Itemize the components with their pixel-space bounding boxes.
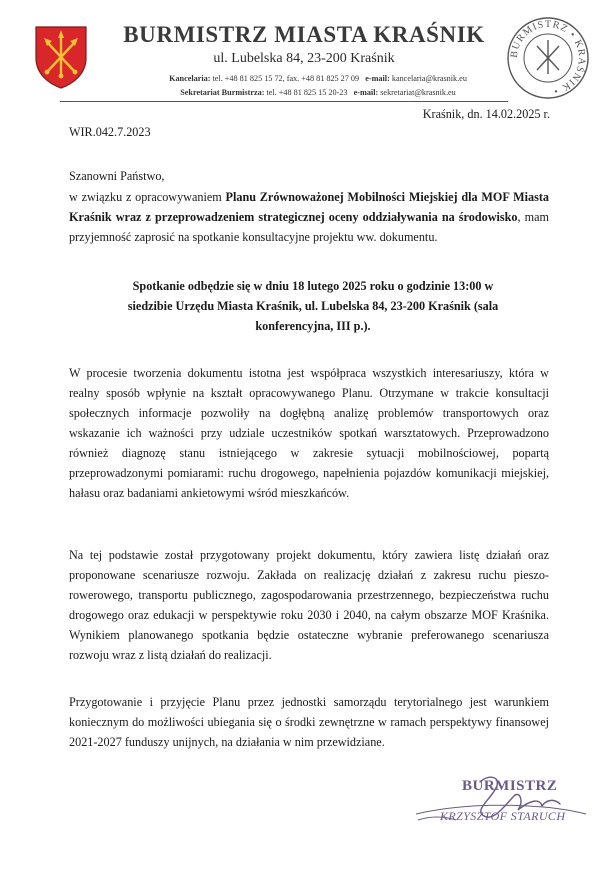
letterhead-address: ul. Lubelska 84, 23-200 Kraśnik xyxy=(213,51,395,66)
signature-name: KRZYSZTOF STARUCH xyxy=(440,809,566,823)
letterhead-title: BURMISTRZ MIASTA KRAŚNIK xyxy=(123,22,485,47)
contact-line-sekretariat xyxy=(118,88,518,97)
greeting: Szanowni Państwo, xyxy=(69,169,165,183)
intro-suffix: , mam przyjemność zaprosić na spotkanie konsultacyjne projektu ww. dokumentu. xyxy=(69,210,550,244)
paragraph-eu-funding: Przygotowanie i przyjęcie Planu przez jednostki samorządu terytorialnego jest warunkiem koniecznym do możliwości ubiegania się o środki zewnętrzne w ramach perspektywy finansowej 2021-2027 funduszy unijnych, na działania w nim przewidziane. xyxy=(69,695,549,749)
contact-label: Sekretariat Burmistrza: xyxy=(180,88,265,97)
intro-paragraph xyxy=(69,187,549,247)
meeting-announcement: Spotkanie odbędzie się w dniu 18 lutego 2025 roku o godzinie 13:00 w siedzibie Urzędu Miasta Kraśnik, ul. Lubelska 84, 23-200 Kraśnik (sala konferencyjna, III p.). xyxy=(127,279,499,333)
paragraph-collaboration: W procesie tworzenia dokumentu istotna jest współpraca wszystkich interesariuszy, która w realny sposób wpłynie na kształt opracowywanego Planu. Otrzymane w trakcie konsultacji społecznych informacje pozwoliły na dogłębną analizę problemów transportowych oraz wskazanie ich ważności przy udziale uczestników spotkań warsztatowych. Przeprowadzono również diagnozę stanu istniejącego w zakresie sytuacji mobilnościowej, popartą przeprowadzonymi pomiarami: ruchu drogowego, napełnienia pojazdów komunikacji miejskiej, hałasu oraz badaniami ankietowymi wśród mieszkańców. xyxy=(69,366,549,500)
plan-title: Planu Zrównoważonej Mobilności Miejskiej dla MOF Miasta Kraśnik wraz z przeprowadzeniem strategicznej oceny oddziaływania na środowisko xyxy=(69,190,549,224)
reference-number: WIR.042.7.2023 xyxy=(69,125,151,139)
coat-of-arms-icon xyxy=(33,24,89,90)
official-seal-icon xyxy=(506,16,590,100)
contact-phones: tel. +48 81 825 15 72, fax. +48 81 825 27 09 xyxy=(212,74,360,83)
header-divider xyxy=(60,101,508,102)
contact-line-kancelaria xyxy=(118,74,518,83)
place-and-date: Kraśnik, dn. 14.02.2025 r. xyxy=(422,107,550,121)
contact-phones: tel. +48 81 825 15 20-23 xyxy=(266,88,348,97)
contact-email: kancelaria@krasnik.eu xyxy=(391,74,467,83)
intro-prefix: w związku z opracowywaniem xyxy=(69,190,226,204)
email-label: e-mail: xyxy=(353,88,379,97)
handwritten-signature xyxy=(410,770,590,840)
contact-email: sekretariat@krasnik.eu xyxy=(380,88,456,97)
seal-text: BURMISTRZ • KRAŚNIK • xyxy=(508,18,588,97)
paragraph-draft-document: Na tej podstawie został przygotowany projekt dokumentu, który zawiera listę działań oraz proponowane scenariusze rozwoju. Zakłada on realizację działań z zakresu ruchu pieszo-rowerowego, transportu publicznego, zagospodarowania przestrzennego, bezpieczeństwa ruchu drogowego oraz edukacji w perspektywie roku 2030 i 2040, na całym obszarze MOF Kraśnika. Wynikiem planowanego spotkania będzie ostateczne wybranie preferowanego scenariusza rozwoju wraz z listą działań do realizacji. xyxy=(69,548,549,662)
contact-label: Kancelaria: xyxy=(169,74,211,83)
email-label: e-mail: xyxy=(365,74,390,83)
signature-role: BURMISTRZ xyxy=(462,778,558,794)
